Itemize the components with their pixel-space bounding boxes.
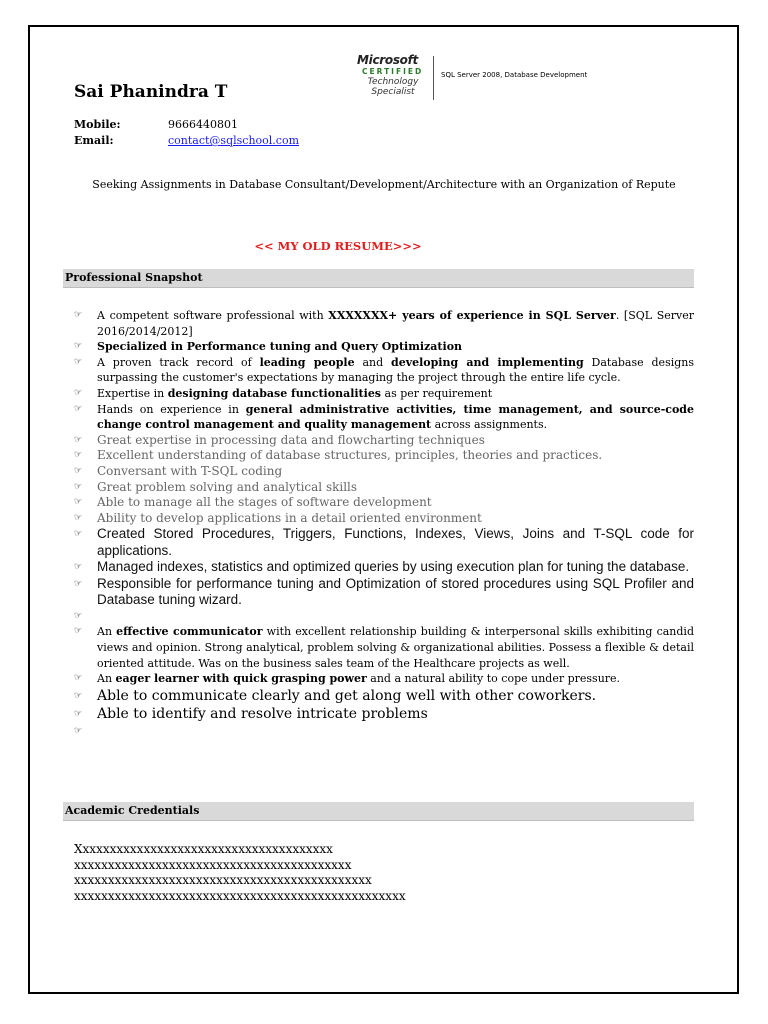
pointing-hand-icon: ☞ — [74, 673, 83, 684]
snapshot-emphasis: general administrative activities, time management, and source-code change control management and quality management — [97, 402, 695, 432]
microsoft-certified-logo — [355, 52, 595, 102]
academic-line: xxxxxxxxxxxxxxxxxxxxxxxxxxxxxxxxxxxxxxxxxxxx — [74, 873, 372, 888]
career-objective: Seeking Assignments in Database Consultant/Development/Architecture with an Organization of Repute — [92, 178, 676, 191]
snapshot-item — [74, 308, 694, 339]
pointing-hand-icon: ☞ — [74, 610, 83, 621]
snapshot-item — [74, 609, 694, 625]
academic-credentials-list — [74, 842, 406, 904]
pointing-hand-icon: ☞ — [74, 562, 83, 573]
pointing-hand-icon: ☞ — [74, 690, 83, 701]
snapshot-item — [74, 511, 694, 527]
snapshot-text: Database designs surpassing the customer's expectations by managing the project through the entire life cycle. — [97, 355, 695, 385]
snapshot-text: Ability to develop applications in a detail oriented environment — [97, 510, 482, 525]
snapshot-text: Excellent understanding of database structures, principles, theories and practices. — [97, 448, 603, 463]
snapshot-text: Great expertise in processing data and flowcharting techniques — [97, 432, 485, 447]
pointing-hand-icon: ☞ — [74, 481, 83, 492]
snapshot-item — [74, 576, 694, 609]
pointing-hand-icon: ☞ — [74, 497, 83, 508]
email-label: Email: — [74, 134, 114, 147]
pointing-hand-icon: ☞ — [74, 465, 83, 476]
snapshot-item — [74, 624, 694, 671]
mobile-number: 9666440801 — [168, 118, 238, 131]
snapshot-item — [74, 495, 694, 511]
snapshot-text: A proven track record of — [97, 355, 260, 369]
professional-snapshot-header: Professional Snapshot — [63, 269, 694, 288]
snapshot-text: with excellent relationship building & interpersonal skills exhibiting candid views and opinion. Strong analytical, problem solving & organizational abilities. Possess a flexible & detail oriented attitude. Was on the business sales team of the Healthcare projects as well. — [97, 625, 694, 670]
snapshot-item — [74, 433, 694, 449]
snapshot-item — [74, 480, 694, 496]
snapshot-item — [74, 402, 694, 433]
pointing-hand-icon: ☞ — [74, 356, 83, 367]
logo-line2: Specialist — [371, 87, 415, 97]
snapshot-item — [74, 526, 694, 559]
pointing-hand-icon: ☞ — [74, 450, 83, 461]
snapshot-item — [74, 724, 694, 740]
snapshot-text: An — [97, 672, 116, 686]
snapshot-text: Able to manage all the stages of software development — [97, 495, 432, 510]
snapshot-emphasis: Specialized in Performance tuning and Query Optimization — [97, 340, 463, 354]
pointing-hand-icon: ☞ — [74, 725, 83, 736]
snapshot-emphasis: developing and implementing — [391, 355, 584, 369]
pointing-hand-icon: ☞ — [74, 341, 83, 352]
snapshot-item — [74, 339, 694, 355]
pointing-hand-icon: ☞ — [74, 403, 83, 414]
snapshot-text: across assignments. — [431, 418, 548, 432]
certification-specialty: SQL Server 2008, Database Development — [441, 71, 588, 79]
mobile-label: Mobile: — [74, 118, 121, 131]
snapshot-text: Able to identify and resolve intricate problems — [97, 706, 428, 723]
email-link[interactable]: contact@sqlschool.com — [168, 134, 299, 147]
snapshot-item — [74, 464, 694, 480]
contact-block — [74, 117, 299, 149]
snapshot-emphasis: effective communicator — [116, 625, 263, 639]
snapshot-text: Managed indexes, statistics and optimized queries by using execution plan for tuning the database. — [97, 559, 690, 575]
snapshot-emphasis: XXXXXXX+ years of experience in SQL Server — [328, 309, 616, 322]
snapshot-emphasis: eager learner with quick grasping power — [115, 672, 367, 686]
snapshot-item — [74, 448, 694, 464]
pointing-hand-icon: ☞ — [74, 529, 83, 540]
snapshot-item — [74, 559, 694, 576]
snapshot-text: as per requirement — [381, 386, 493, 400]
snapshot-text: . [SQL Server 2016/2014/2012] — [97, 309, 694, 338]
snapshot-text: Hands on experience in — [97, 402, 246, 416]
snapshot-text: An — [97, 625, 117, 639]
logo-line1: Technology — [367, 77, 419, 87]
snapshot-item — [74, 705, 694, 724]
snapshot-text: Responsible for performance tuning and Optimization of stored procedures using SQL Profiler and Database tuning wizard. — [97, 575, 694, 608]
snapshot-text: and a natural ability to cope under pressure. — [366, 672, 621, 686]
snapshot-text: and — [354, 355, 392, 369]
pointing-hand-icon: ☞ — [74, 578, 83, 589]
snapshot-item — [74, 386, 694, 402]
academic-line: xxxxxxxxxxxxxxxxxxxxxxxxxxxxxxxxxxxxxxxxxxxxxxxxx — [74, 888, 406, 903]
snapshot-text: Expertise in — [97, 386, 168, 400]
academic-line: Xxxxxxxxxxxxxxxxxxxxxxxxxxxxxxxxxxxxxx — [74, 842, 333, 856]
snapshot-text: A competent software professional with — [97, 309, 329, 322]
snapshot-text: Created Stored Procedures, Triggers, Functions, Indexes, Views, Joins and T-SQL code for applications. — [97, 526, 694, 558]
old-resume-link[interactable]: << MY OLD RESUME>>> — [254, 239, 422, 253]
pointing-hand-icon: ☞ — [74, 709, 83, 720]
logo-brand: Microsoft — [357, 53, 418, 67]
pointing-hand-icon: ☞ — [74, 434, 83, 445]
pointing-hand-icon: ☞ — [74, 626, 83, 637]
logo-divider — [433, 56, 434, 100]
snapshot-item — [74, 355, 694, 386]
logo-certified: CERTIFIED — [362, 67, 424, 76]
pointing-hand-icon: ☞ — [74, 310, 83, 320]
professional-snapshot-list — [74, 308, 694, 739]
snapshot-emphasis: leading people — [259, 355, 355, 369]
candidate-name: Sai Phanindra T — [74, 82, 228, 102]
pointing-hand-icon: ☞ — [74, 387, 83, 398]
snapshot-item — [74, 687, 694, 706]
academic-credentials-header: Academic Credentials — [63, 802, 694, 821]
snapshot-text: Great problem solving and analytical skills — [97, 479, 358, 494]
snapshot-text: Conversant with T-SQL coding — [97, 463, 283, 478]
logo-specialist — [361, 77, 425, 97]
snapshot-item — [74, 671, 694, 687]
pointing-hand-icon: ☞ — [74, 512, 83, 523]
snapshot-emphasis: designing database functionalities — [167, 386, 382, 400]
snapshot-text: Able to communicate clearly and get along well with other coworkers. — [97, 687, 597, 704]
academic-line: xxxxxxxxxxxxxxxxxxxxxxxxxxxxxxxxxxxxxxxxx — [74, 857, 352, 872]
